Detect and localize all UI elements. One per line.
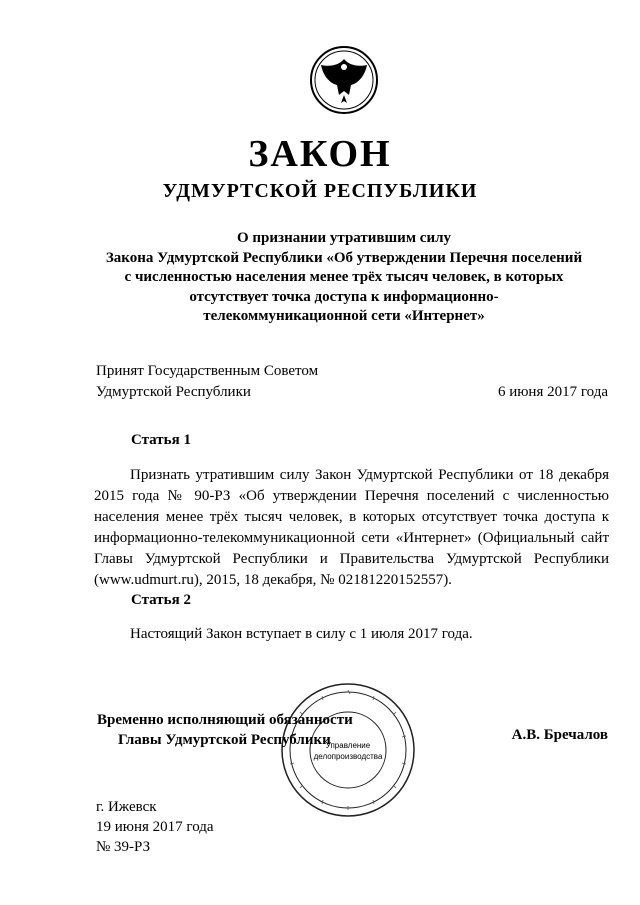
article-1-text <box>94 465 609 591</box>
footer-number: № 39-РЗ <box>96 839 151 855</box>
document-title: ЗАКОН <box>248 133 392 175</box>
footer-block <box>96 797 214 857</box>
adoption-line: Принят Государственным Советом <box>96 363 319 379</box>
article-1-title: Статья 1 <box>131 432 191 448</box>
article-line: Главы Удмуртской Республики и Правительства Удмуртской Республики <box>94 551 609 567</box>
signatory-position <box>97 710 353 750</box>
heading-line: телекоммуникационной сети «Интернет» <box>203 308 485 324</box>
heading-line: отсутствует точка доступа к информационно- <box>189 288 499 305</box>
article-line: (www.udmurt.ru), 2015, 18 декабря, № 02181220152557). <box>94 572 452 588</box>
footer-date: 19 июня 2017 года <box>96 819 214 835</box>
article-2-title: Статья 2 <box>131 592 191 608</box>
article-2-text <box>94 624 609 645</box>
article-line: информационно-телекоммуникационной сети «Интернет» (Официальный сайт <box>94 530 609 546</box>
article-line: 2015 года № 90-РЗ «Об утверждении Перечня поселений с численностью <box>94 488 609 504</box>
article-line: Настоящий Закон вступает в силу с 1 июля 2017 года. <box>130 626 473 642</box>
article-line: Признать утратившим силу Закон Удмуртской Республики от 18 декабря <box>130 467 609 483</box>
signatory-name: А.В. Бречалов <box>511 727 608 743</box>
stamp-line: делопроизводства <box>313 752 383 761</box>
coat-of-arms-emblem <box>309 45 379 115</box>
adoption-date: 6 июня 2017 года <box>497 384 608 400</box>
official-stamp <box>278 680 418 820</box>
article-line: населения менее трёх тысяч человек, в которых отсутствует точка доступа к <box>94 509 609 525</box>
law-heading <box>96 229 592 327</box>
heading-line: с численностью населения менее трёх тысяч человек, в которых <box>124 269 564 285</box>
footer-city: г. Ижевск <box>96 799 157 815</box>
stamp-line: Управление <box>325 741 371 750</box>
adoption-line: Удмуртской Республики <box>96 384 251 400</box>
heading-line: О признании утратившим силу <box>237 230 451 246</box>
position-line: Временно исполняющий обязанности <box>97 712 353 728</box>
adoption-block <box>96 361 318 403</box>
position-line: Главы Удмуртской Республики <box>118 732 331 748</box>
document-subtitle: УДМУРТСКОЙ РЕСПУБЛИКИ <box>162 180 478 202</box>
heading-line: Закона Удмуртской Республики «Об утверждении Перечня поселений <box>105 249 583 266</box>
